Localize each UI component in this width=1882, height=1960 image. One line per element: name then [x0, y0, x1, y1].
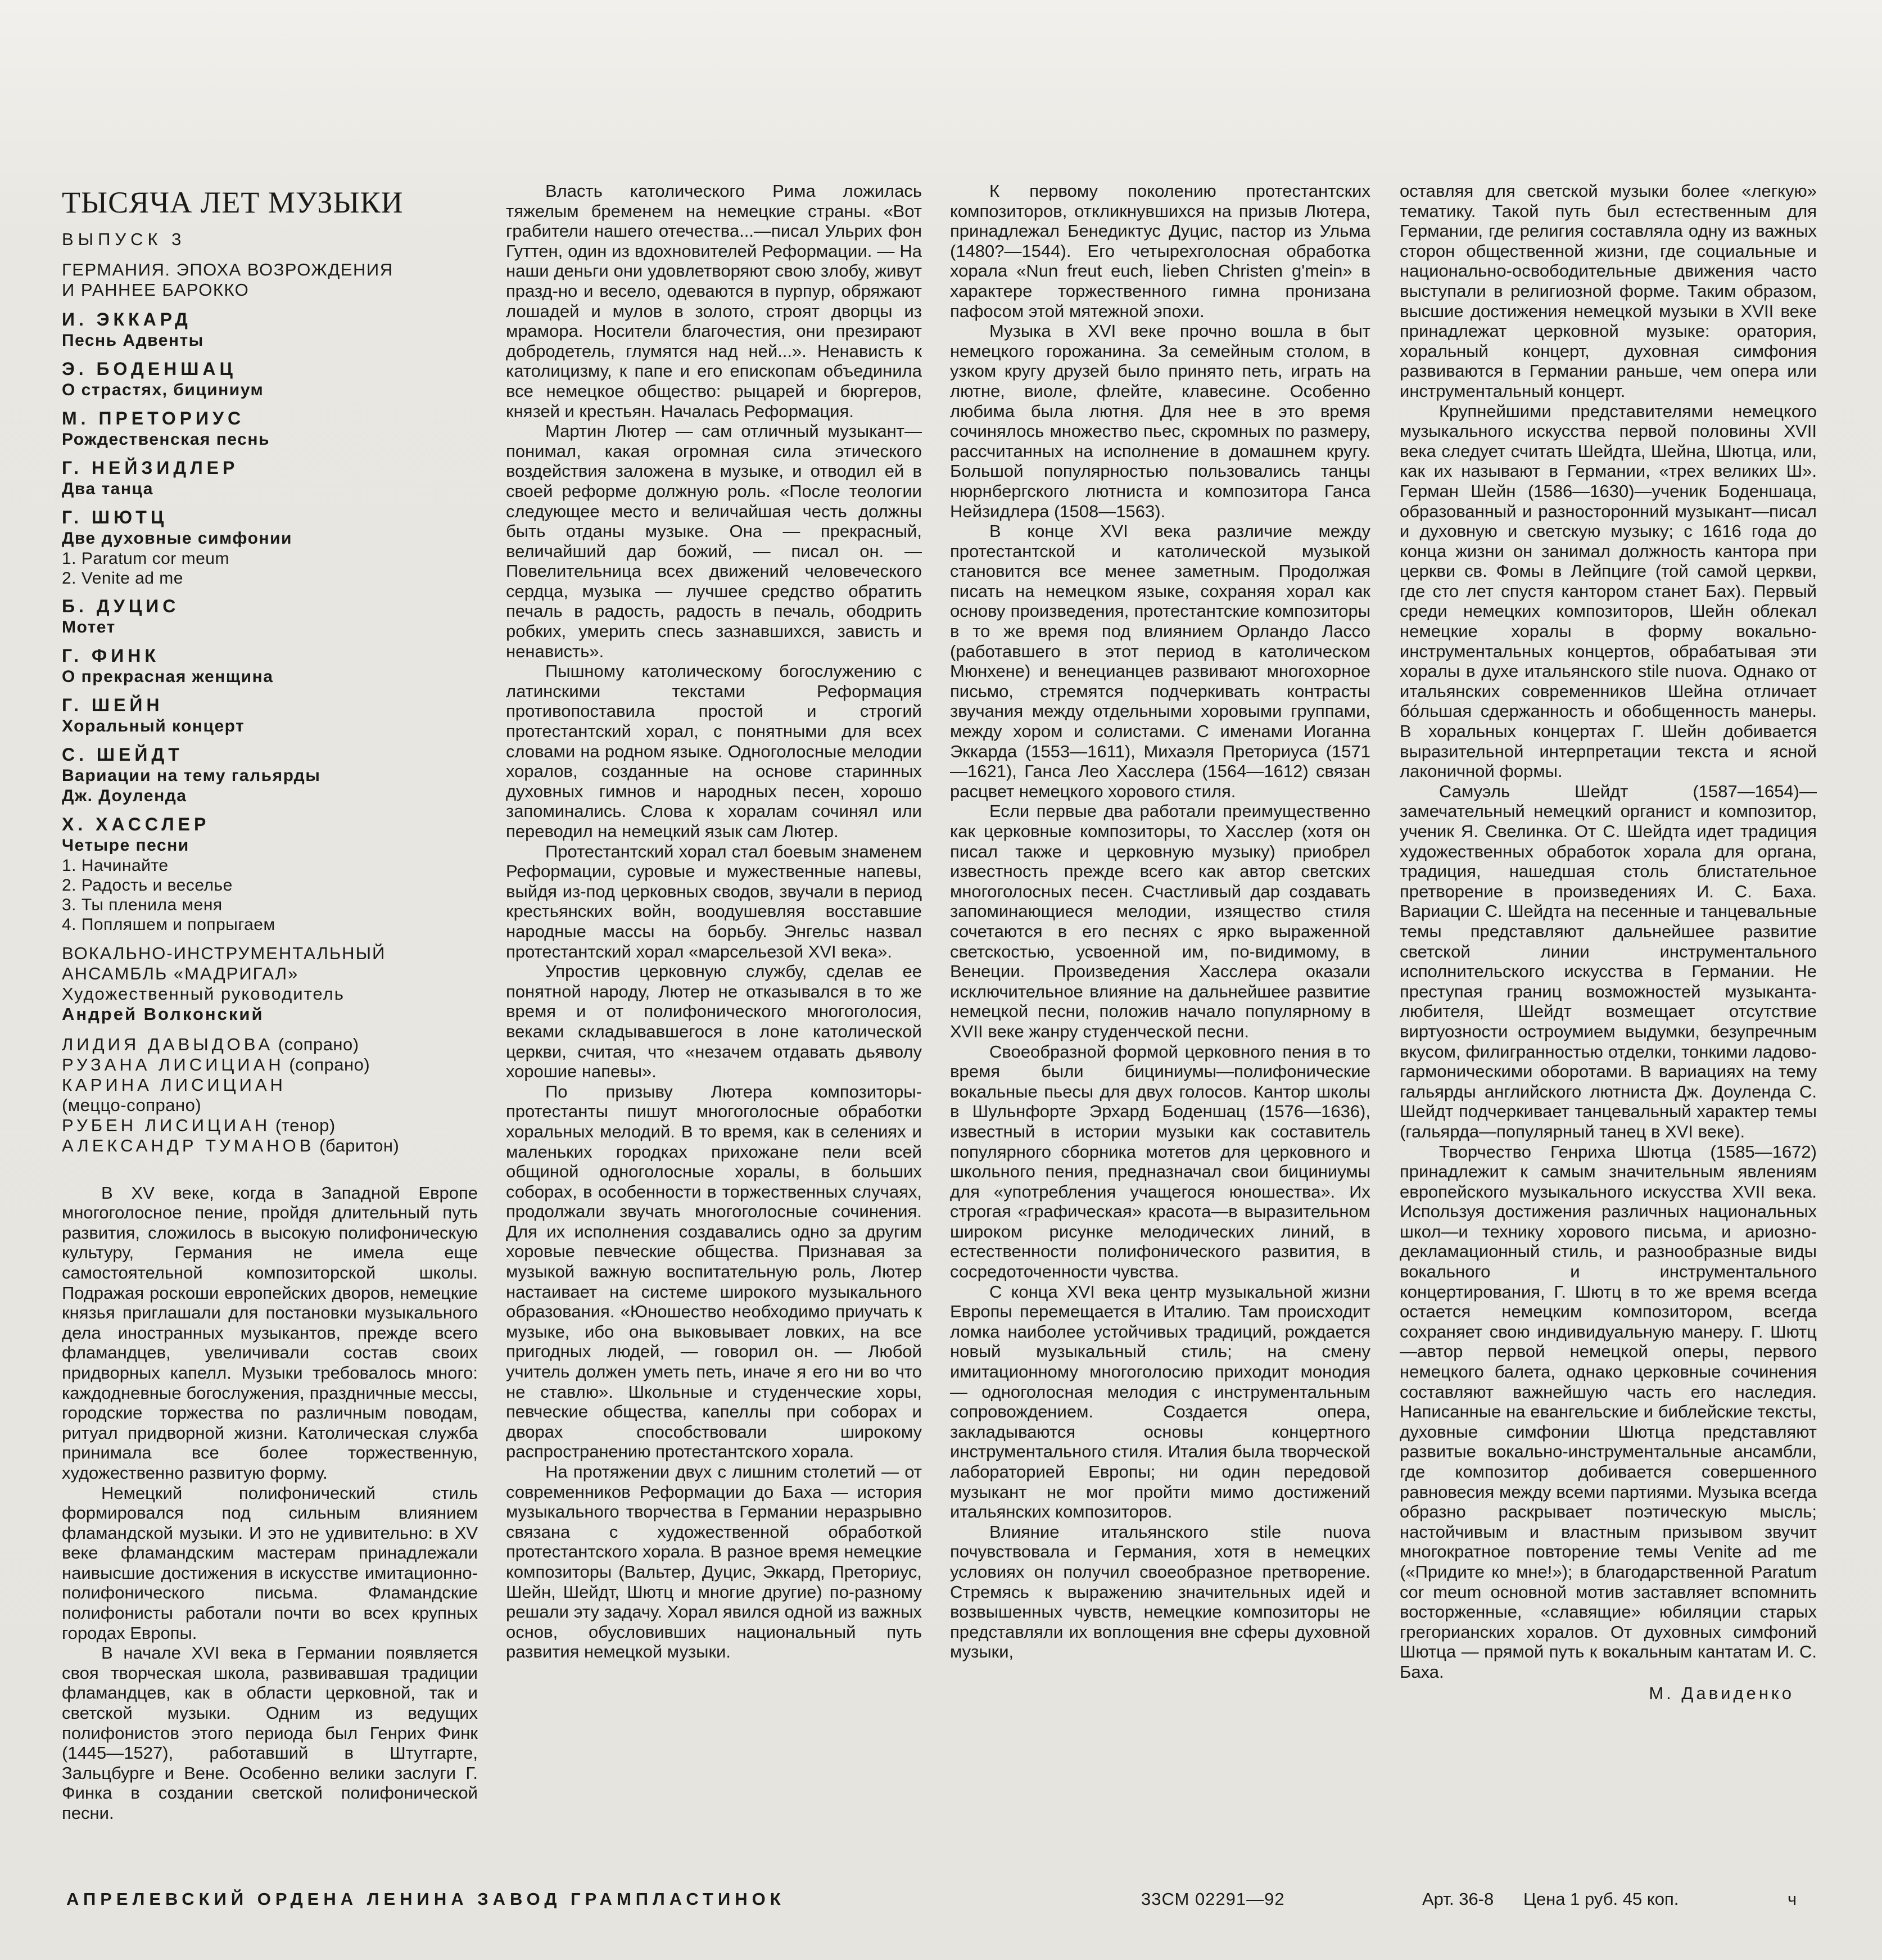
essay-paragraph: По призыву Лютера композиторы-протестанты пишут многоголосные обработки хоральных мелодий. В то время, как в селениях и маленьких городках прихожане пели всей общиной одноголосные хоралы, в больших соборах, в особенности в торжественных случаях, продолжали звучать многоголосные сочинения. Для их исполнения создавались одно за другим хоровые певческие общества. Признавая за музыкой важную воспитательную роль, Лютер настаивает на системе широкого музыкального образования. «Юношество необходимо приучать к музыке, ибо она выковывает ловких, на все пригодных людей, — говорил он. — Любой учитель должен уметь петь, иначе я его ни во что не ставлю». Школьные и студенческие хоры, певческие общества, капеллы при соборах и дворах способствовали широкому распространению протестантского хорала. — [506, 1081, 922, 1462]
album-subtitle — [62, 260, 478, 300]
performer-name: ЛИДИЯ ДАВЫДОВА — [62, 1034, 274, 1054]
work-title: Две духовные симфонии — [62, 529, 292, 548]
essay-paragraph: Упростив церковную службу, сделав ее понятной народу, Лютер не отказывался в то же время и от полифонического многоголосия, веками складывавшегося в лоне католической церкви, считая, что «незачем отдавать дьяволу хорошие напевы». — [506, 961, 922, 1082]
performer-voice: (баритон) — [319, 1135, 400, 1155]
work-part: 1. Paratum cor meum — [62, 549, 229, 568]
essay-paragraph: Пышному католическому богослужению с латинскими текстами Реформация противопоставила простой и строгий протестантский хорал, с понятными для всех словами на родном языке. Одноголосные мелодии хоралов, созданные на основе старинных духовных гимнов и народных песен, хорошо запоминались. Слова к хоралам сочинял или переводил на немецкий язык сам Лютер. — [506, 661, 922, 841]
ensemble-credit — [62, 943, 478, 1024]
performer-voice: (сопрано) — [278, 1034, 359, 1054]
essay-paragraph: Самуэль Шейдт (1587—1654)—замечательный немецкий органист и композитор, ученик Я. Свелинка. От С. Шейдта идет традиция художественных обработок хорала для органа, традиция, нашедшая столь блистательное претворение в произведениях И. С. Баха. Вариации С. Шейдта на песенные и танцевальные темы представляют дальнейшее развитие светской линии инструментального исполнительского искусства в Германии. Не преступая границ возможностей музыканта-любителя, Шейдт возмещает отсутствие виртуозности остроумием выдумки, безупречным вкусом, филигранностью отделки, тонкими ладово-гармоническими оборотами. В вариациях на тему гальярды английского лютниста Дж. Доуленда С. Шейдт подчеркивает танцевальный характер темы (гальярда—популярный танец в XVI веке). — [1400, 781, 1817, 1141]
manufacturer: АПРЕЛЕВСКИЙ ОРДЕНА ЛЕНИНА ЗАВОД ГРАМПЛАСТИНОК — [66, 1889, 785, 1909]
essay-paragraph: В начале XVI века в Германии появляется своя творческая школа, развивавшая традиции фламандцев, как в области церковной, так и светской музыки. Одним из ведущих полифонистов этого периода был Генрих Финк (1445—1527), работавший в Штутгарте, Зальцбурге и Вене. Особенно велики заслуги Г. Финка в создании светской полифонической песни. — [62, 1643, 478, 1823]
performer — [62, 1075, 478, 1095]
essay-paragraph: Музыка в XVI веке прочно вошла в быт немецкого горожанина. За семейным столом, в узком кругу друзей было принято петь, играть на лютне, виоле, флейте, клавесине. Особенно любима была лютня. Для нее в это время сочинялось множество пьес, скромных по размеру, рассчитанных на исполнение в домашнем кругу. Большой популярностью пользовались танцы нюрнбергского лютниста и композитора Ганса Нейзидлера (1508—1563). — [950, 321, 1370, 521]
composer-name: С. ШЕЙДТ — [62, 744, 183, 765]
performers-list — [62, 1035, 478, 1156]
performer — [62, 1116, 478, 1136]
issue-label: ВЫПУСК 3 — [62, 229, 186, 249]
essay-paragraph: Власть католического Рима ложилась тяжелым бременем на немецкие страны. «Вот грабители нашего отечества...—писал Ульрих фон Гуттен, один из вдохновителей Реформации. — На наши деньги они удовлетворяют свою злобу, живут празд-но и весело, одеваются в пурпур, обряжают лошадей и мулов в золото, строят дворцы из мрамора. Носители благочестия, они презирают добродетель, глумятся над ней...». Ненависть к католицизму, к папе и его епископам объединила все немецкое общество: рыцарей и бюргеров, князей и крестьян. Началась Реформация. — [506, 181, 922, 421]
track-entry — [62, 595, 478, 638]
work-part: 2. Радость и веселье — [62, 875, 233, 895]
essay-text-col1 — [62, 1183, 478, 1823]
price: Цена 1 руб. 45 коп. — [1523, 1889, 1679, 1909]
track-entry — [62, 694, 478, 737]
essay-paragraph: С конца XVI века центр музыкальной жизни Европы перемещается в Италию. Там происходит ломка наиболее устойчивых традиций, рождается новый музыкальный стиль; на смену имитационному многоголосию приходит монодия — одноголосная мелодия с инструментальным сопровождением. Создается опера, закладываются основы концертного инструментального стиля. Италия была творческой лабораторией Европы; ни один передовой музыкант не мог пройти мимо достижений итальянских композиторов. — [950, 1281, 1370, 1522]
performer — [62, 1136, 478, 1156]
work-title: Рождественская песнь — [62, 430, 270, 449]
performer-name: КАРИНА ЛИСИЦИАН — [62, 1074, 286, 1095]
essay-paragraph: Мартин Лютер — сам отличный музыкант—понимал, какая огромная сила этического воздействия заложена в музыке, и отводил ей в своей реформе должную роль. «После теологии следующее место и величайшая честь должны быть отданы музыке. Она — прекрасный, величайший дар божий, — писал он. — Повелительница всех движений человеческого сердца, музыка — лучшее средство обратить печаль в радость, радость в печаль, ободрить робких, умерить спесь зазнавшихся, зависть и ненависть». — [506, 421, 922, 661]
composer-name: Г. ШЕЙН — [62, 694, 164, 715]
track-entry — [62, 457, 478, 499]
track-entry — [62, 506, 478, 588]
performer-voice: (тенор) — [275, 1115, 336, 1135]
essay-paragraph: В конце XVI века различие между протестантской и католической музыкой становится все менее заметным. Продолжая писать на немецком языке, сохраняя хорал как основу произведения, протестантские композиторы в то же время под влиянием Орландо Лассо (работавшего в этот период в католическом Мюнхене) и венецианцев развивают многохорное письмо, стремятся подчеркивать контрасты звучания между отдельными хоровыми группами, между хором и солистами. С именами Иоганна Эккарда (1553—1611), Михаэля Преториуса (1571—1621), Ганса Лео Хасслера (1564—1612) связан расцвет немецкого хорового стиля. — [950, 521, 1370, 801]
composer-name: М. ПРЕТОРИУС — [62, 408, 245, 428]
track-entry — [62, 308, 478, 351]
subtitle-line: ГЕРМАНИЯ. ЭПОХА ВОЗРОЖДЕНИЯ — [62, 259, 393, 279]
essay-text-col4 — [1400, 181, 1817, 1682]
essay-paragraph: К первому поколению протестантских композиторов, откликнувшихся на призыв Лютера, принадлежал Бенедиктус Дуцис, пастор из Ульма (1480?—1544). Его четырехголосная обработка хорала «Nun freut euch, lieben Christen g'mein» в характере торжественного гимна пронизана пафосом этой мятежной эпохи. — [950, 181, 1370, 321]
track-entry — [62, 644, 478, 687]
track-entry — [62, 407, 478, 450]
performer-name: АЛЕКСАНДР ТУМАНОВ — [62, 1135, 315, 1155]
performer — [62, 1055, 478, 1075]
catalog-number: 33СМ 02291—92 — [1141, 1889, 1285, 1909]
ensemble-line: ВОКАЛЬНО-ИНСТРУМЕНТАЛЬНЫЙ — [62, 943, 386, 963]
artistic-director: Андрей Волконский — [62, 1004, 264, 1024]
essay-paragraph: Творчество Генриха Шютца (1585—1672) принадлежит к самым значительным явлениям европейского музыкального искусства XVII века. Используя достижения различных национальных школ—и технику хорового письма, и ариозно-декламационный стиль, и разнообразные виды вокального и инструментального концертирования, Г. Шютц в то же время всегда остается немецким композитором, всегда сохраняет свою индивидуальную манеру. Г. Шютц—автор первой немецкой оперы, первого немецкого балета, однако церковные сочинения составляют важнейшую часть его наследия. Написанные на евангельские и библейские тексты, духовные симфонии Шютца представляют развитые вокально-инструментальные ансамбли, где композитор добивается совершенного равновесия между всеми партиями. Музыка всегда образно раскрывает поэтическую мысль; настойчивым и властным призывом звучит многократное повторение темы Venite ad me («Придите ко мне!»); в благодарственной Paratum cor meum основной мотив заставляет вспомнить восторженные, «славящие» юбиляции старых грегорианских хоралов. От духовных симфоний Шютца — прямой путь к вокальным кантатам И. С. Баха. — [1400, 1141, 1817, 1682]
work-title: Вариации на тему гальярды — [62, 766, 321, 785]
column-3 — [950, 181, 1370, 1662]
ensemble-line: Художественный руководитель — [62, 983, 345, 1004]
work-title: О страстях, бициниум — [62, 380, 264, 399]
track-entry — [62, 813, 478, 934]
author-signature: М. Давиденко — [1649, 1683, 1794, 1703]
work-title: Дж. Доуленда — [62, 786, 187, 805]
work-part: 4. Попляшем и попрыгаем — [62, 915, 275, 934]
essay-paragraph: оставляя для светской музыки более «легкую» тематику. Такой путь был естественным для Германии, где религия составляла одну из важных сторон общественной жизни, где социальные и национально-освободительные движения часто выступали в религиозной форме. Таким образом, высшие достижения немецкой музыки в XVII веке принадлежат церковной музыке: оратория, хоральный концерт, духовная симфония развиваются в Германии раньше, чем опера или инструментальный концерт. — [1400, 181, 1817, 401]
footer — [0, 1889, 1882, 1923]
composer-name: Г. НЕЙЗИДЛЕР — [62, 457, 239, 478]
work-title: Четыре песни — [62, 836, 189, 855]
column-1 — [62, 180, 478, 1823]
performer — [62, 1035, 478, 1055]
essay-paragraph: На протяжении двух с лишним столетий — от современников Реформации до Баха — история музыкального творчества в Германии неразрывно связана с художественной обработкой протестантского хорала. В разное время немецкие композиторы (Вальтер, Дуцис, Эккард, Преториус, Шейн, Шейдт, Шютц и многие другие) по-разному решали эту задачу. Хорал явился одной из важных основ, обусловивших национальный путь развития немецкой музыки. — [506, 1462, 922, 1662]
work-part: 3. Ты пленила меня — [62, 895, 223, 914]
essay-paragraph: Если первые два работали преимущественно как церковные композиторы, то Хасслер (хотя он писал также и церковную музыку) приобрел известность прежде всего как автор светских многоголосных песен. Счастливый дар создавать запоминающиеся мелодии, изящество стиля сочетаются в его песнях с ярко выраженной светскостью, усвоенной им, по-видимому, в Венеции. Произведения Хасслера оказали исключительное влияние на дальнейшее развитие немецкой песни, положив начало популярному в XVII веке жанру студенческой песни. — [950, 801, 1370, 1041]
work-title: О прекрасная женщина — [62, 667, 274, 686]
essay-paragraph: В XV веке, когда в Западной Европе многоголосное пение, пройдя длительный путь развития, сложилось в высокую полифоническую культуру, Германия не имела еще самостоятельной композиторской школы. Подражая роскоши европейских дворов, немецкие князья приглашали для постановки музыкального дела иностранных музыкантов, прежде всего фламандцев, увеличивали состав своих придворных капелл. Музыки требовалось много: каждодневные богослужения, праздничные мессы, городские торжества по различным поводам, ритуал придворной жизни. Католическая служба принимала все более торжественную, художественно развитую форму. — [62, 1182, 478, 1483]
subtitle-line: И РАННЕЕ БАРОККО — [62, 279, 250, 300]
article-number: Арт. 36-8 — [1422, 1889, 1494, 1909]
work-title: Два танца — [62, 479, 153, 498]
tracklist — [62, 308, 478, 934]
composer-name: Э. БОДЕНШАЦ — [62, 358, 237, 379]
essay-paragraph: Своеобразной формой церковного пения в то время были бициниумы—полифонические вокальные пьесы для двух голосов. Кантор школы в Шульнфорте Эрхард Боденшац (1576—1636), известный в истории музыки как составитель популярного сборника мотетов для церковного и школьного пения, предназначал свои бициниумы для «употребления учащегося юношества». Их строгая «графическая» красота—в выразительном широком рисунке мелодических линий, в естественности полифонического развития, в сосредоточенности чувства. — [950, 1041, 1370, 1282]
performer-voice: (меццо-сопрано) — [62, 1095, 202, 1115]
essay-paragraph: Немецкий полифонический стиль формировался под сильным влиянием фламандской музыки. И это не удивительно: в XV веке фламандским мастерам принадлежали наивысшие достижения в искусстве имитационно-полифонического письма. Фламандские полифонисты работали почти во всех крупных городах Европы. — [62, 1483, 478, 1643]
composer-name: Х. ХАССЛЕР — [62, 814, 210, 834]
composer-name: Б. ДУЦИС — [62, 595, 180, 616]
work-title: Песнь Адвенты — [62, 331, 204, 350]
album-title: ТЫСЯЧА ЛЕТ МУЗЫКИ — [62, 186, 404, 219]
track-entry — [62, 358, 478, 400]
column-2 — [506, 181, 922, 1662]
work-part: 1. Начинайте — [62, 856, 169, 875]
composer-name: Г. ШЮТЦ — [62, 507, 168, 527]
performer-voice: (сопрано) — [289, 1054, 370, 1074]
performer-name: РУЗАНА ЛИСИЦИАН — [62, 1054, 284, 1074]
work-part: 2. Venite ad me — [62, 568, 183, 588]
composer-name: Г. ФИНК — [62, 645, 160, 666]
performer — [62, 1095, 478, 1116]
print-mark: ч — [1788, 1889, 1797, 1909]
composer-name: И. ЭККАРД — [62, 309, 192, 329]
ensemble-line: АНСАМБЛЬ «МАДРИГАЛ» — [62, 963, 299, 983]
essay-paragraph: Крупнейшими представителями немецкого музыкального искусства первой половины XVII века следует считать Шейдта, Шейна, Шютца, или, как их называют в Германии, «трех великих Ш». Герман Шейн (1586—1630)—ученик Боденшаца, образованный и разносторонний музыкант—писал и духовную и светскую музыку; с 1616 года до конца жизни он занимал должность кантора при церкви св. Фомы в Лейпциге (той самой церкви, где сто лет спустя кантором станет Бах). Первый среди немецких композиторов, Шейн облекал немецкие хоралы в форму вокально-инструментальных концертов, обрабатывая эти хоралы в духе итальянского stile nuova. Однако от итальянских современников Шейна отличает бо́льшая сдержанность и обобщенность манеры. В хоральных концертах Г. Шейн добивается выразительной интерпретации текста и ясной лаконичной формы. — [1400, 401, 1817, 782]
performer-name: РУБЕН ЛИСИЦИАН — [62, 1115, 271, 1135]
essay-paragraph: Влияние итальянского stile nuova почувствовала и Германия, хотя в немецких условиях он получил своеобразное претворение. Стремясь к выражению значительных идей и возвышенных чувств, немецкие композиторы не представляли их воплощения вне сферы духовной музыки, — [950, 1521, 1370, 1662]
column-4 — [1400, 181, 1817, 1703]
work-title: Мотет — [62, 617, 116, 636]
track-entry — [62, 743, 478, 806]
work-title: Хоральный концерт — [62, 716, 245, 735]
essay-paragraph: Протестантский хорал стал боевым знаменем Реформации, суровые и мужественные напевы, выйдя из-под церковных сводов, звучали в период крестьянских войн, воодушевляя восставшие народные массы на борьбу. Энгельс назвал протестантский хорал «марсельезой XVI века». — [506, 841, 922, 961]
